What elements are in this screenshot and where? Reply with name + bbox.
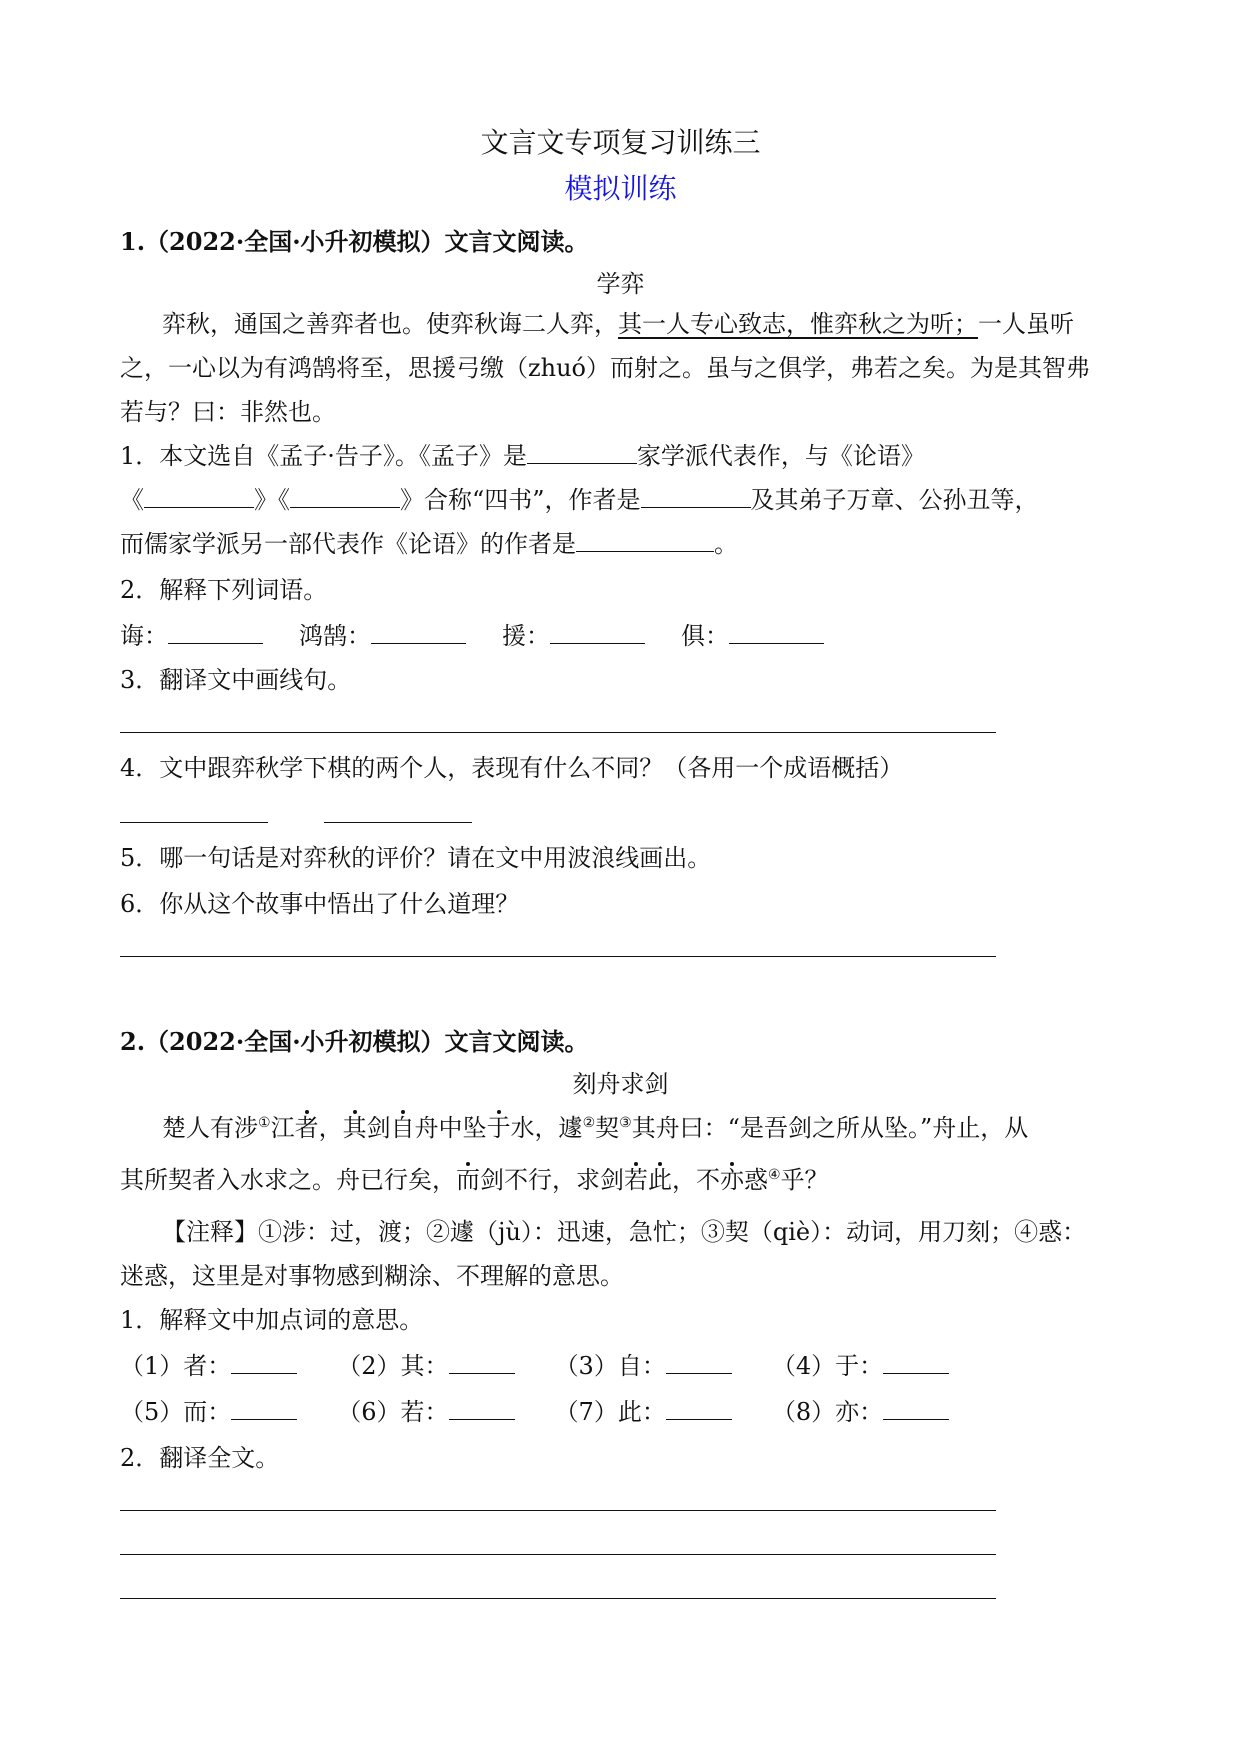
answer-line[interactable]	[120, 1510, 996, 1511]
dotted-word: 自	[390, 1114, 415, 1142]
dotted-word: 此	[648, 1166, 672, 1194]
q2-sub2: 2．翻译全文。	[120, 1444, 280, 1472]
answer-blank[interactable]	[576, 529, 714, 552]
answer-line[interactable]	[120, 1598, 996, 1599]
q1-heading: 1.（2022·全国·小升初模拟）文言文阅读。	[120, 227, 589, 256]
answer-blank[interactable]	[883, 1351, 949, 1374]
page-title: 文言文专项复习训练三	[480, 126, 761, 159]
q1-passage-line-1: 弈秋，通国之善弈者也。使弈秋诲二人弈，其一人专心致志，惟弈秋之为听；一人虽听	[162, 310, 1074, 338]
q1-passage-line-3: 若与？曰：非然也。	[120, 398, 336, 426]
answer-blank[interactable]	[449, 1397, 515, 1420]
q2-notes-line-2: 迷惑，这里是对事物感到糊涂、不理解的意思。	[120, 1262, 624, 1290]
q2-sub1-row-2: （5）而： （6）若： （7）此： （8）亦：	[120, 1396, 949, 1428]
q1-sub3: 3．翻译文中画线句。	[120, 666, 352, 694]
q1-passage-line-2: 之，一心以为有鸿鹄将至，思援弓缴（zhuó）而射之。虽与之俱学，弗若之矣。为是其智弗	[120, 354, 1091, 382]
q2-passage-line-2: 其所契者入水求之。舟已行矣，而剑不行，求剑若此，不亦惑④乎？	[120, 1166, 829, 1194]
answer-blank[interactable]	[729, 621, 824, 644]
answer-blank[interactable]	[231, 1351, 297, 1374]
answer-blank[interactable]	[641, 485, 751, 508]
dotted-word: 亦	[720, 1166, 744, 1194]
answer-line[interactable]	[120, 956, 996, 957]
q1-sub1-line-3: 而儒家学派另一部代表作《论语》的作者是 。	[120, 530, 738, 558]
q2-sub1-label: 1．解释文中加点词的意思。	[120, 1306, 424, 1334]
q2-sub1-row-1: （1）者： （2）其： （3）自： （4）于：	[120, 1350, 949, 1382]
dotted-word: 若	[624, 1166, 648, 1194]
answer-blank[interactable]	[231, 1397, 297, 1420]
answer-line[interactable]	[120, 732, 996, 733]
dotted-word: 其	[342, 1114, 367, 1142]
answer-blank[interactable]	[527, 441, 637, 464]
q1-underlined-sentence: 其一人专心致志，惟弈秋之为听；	[618, 310, 978, 338]
q1-passage-title: 学弈	[596, 270, 645, 298]
q2-heading: 2.（2022·全国·小升初模拟）文言文阅读。	[120, 1027, 589, 1056]
answer-blank[interactable]	[550, 621, 645, 644]
answer-blank[interactable]	[449, 1351, 515, 1374]
answer-blank[interactable]	[883, 1397, 949, 1420]
answer-blank[interactable]	[144, 485, 254, 508]
dotted-word: 者	[294, 1114, 319, 1142]
q1-sub1-line-1: 1．本文选自《孟子·告子》。《孟子》是 家学派代表作，与《论语》	[120, 442, 925, 470]
answer-blank[interactable]	[168, 621, 263, 644]
dotted-word: 而	[456, 1166, 480, 1194]
q1-sub1-line-2: 《 》《 》合称“四书”，作者是 及其弟子万章、公孙丑等，	[120, 486, 1039, 514]
answer-line[interactable]	[120, 822, 268, 823]
q2-passage-title: 刻舟求剑	[572, 1070, 669, 1098]
q2-notes-line-1: 【注释】①涉：过，渡；②遽（jù）：迅速，急忙；③契（qiè）：动词，用刀刻；④惑：	[162, 1218, 1087, 1246]
page-subtitle: 模拟训练	[564, 172, 677, 205]
q2-passage-line-1: 楚人有涉①江者，其剑自舟中坠于水，遽②契③其舟曰：“是吾剑之所从坠。”舟止，从	[162, 1114, 1029, 1142]
q1-sub2-items: 诲： 鸿鹄： 援： 俱：	[120, 620, 824, 652]
answer-blank[interactable]	[666, 1351, 732, 1374]
answer-blank[interactable]	[371, 621, 466, 644]
dotted-word: 于	[486, 1114, 511, 1142]
answer-blank[interactable]	[290, 485, 400, 508]
answer-line[interactable]	[120, 1554, 996, 1555]
q1-sub2-label: 2．解释下列词语。	[120, 576, 328, 604]
answer-line[interactable]	[324, 822, 472, 823]
q1-sub5: 5．哪一句话是对弈秋的评价？请在文中用波浪线画出。	[120, 844, 712, 872]
q1-sub6: 6．你从这个故事中悟出了什么道理？	[120, 890, 520, 918]
q1-sub4: 4．文中跟弈秋学下棋的两个人，表现有什么不同？（各用一个成语概括）	[120, 754, 904, 782]
answer-blank[interactable]	[666, 1397, 732, 1420]
